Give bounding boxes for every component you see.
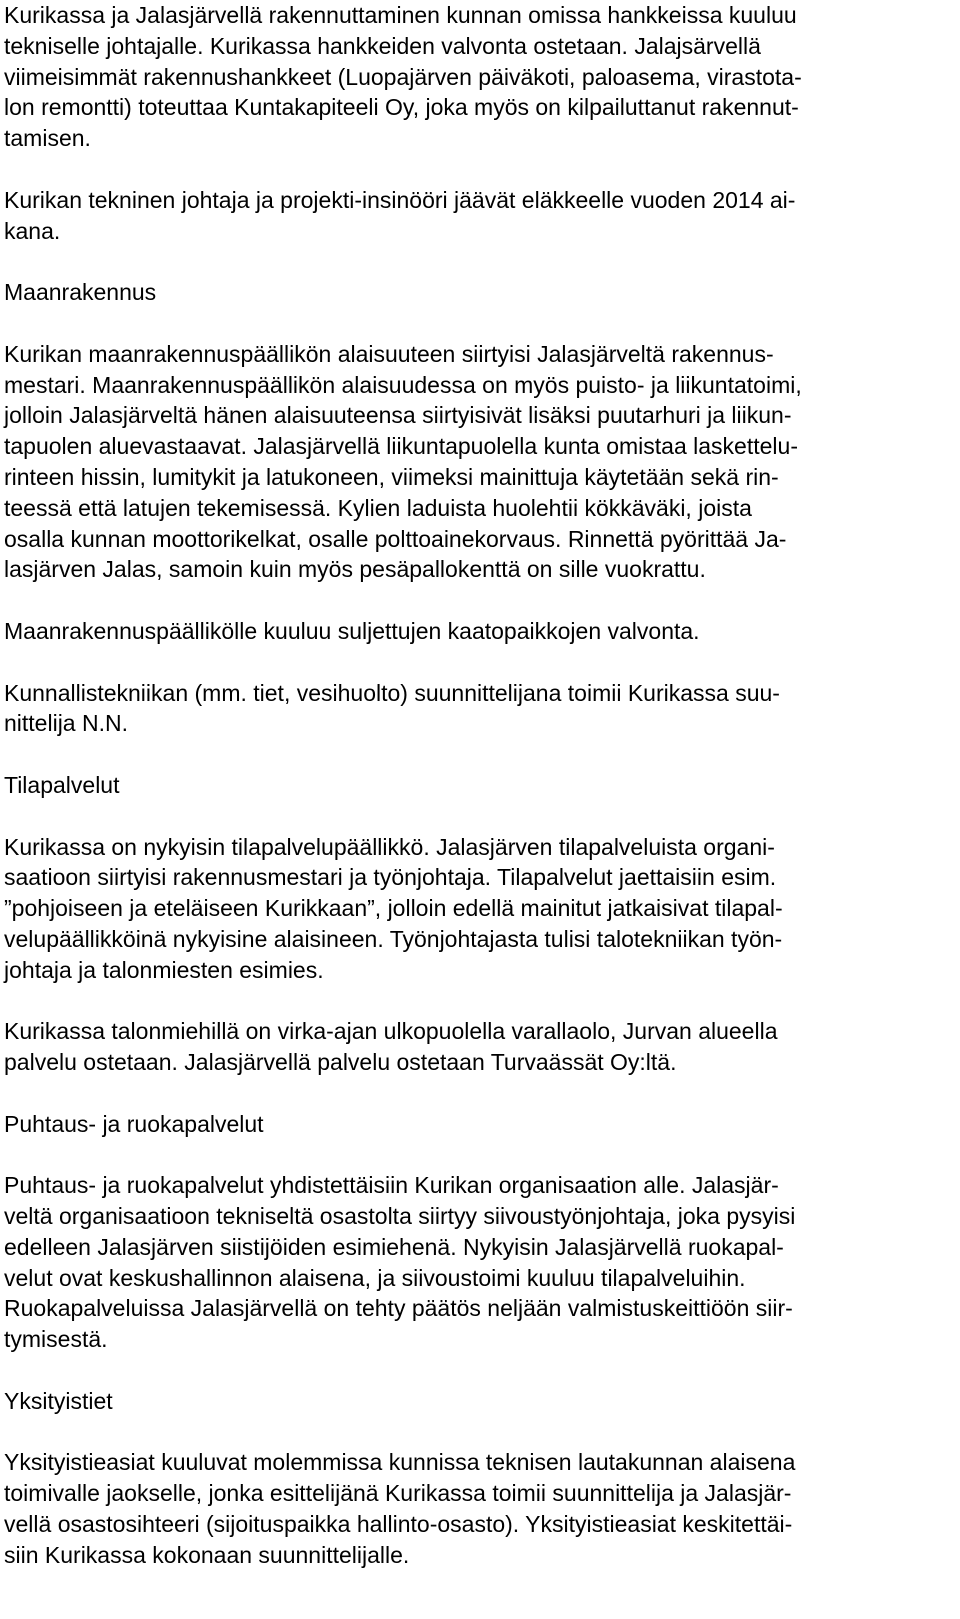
text-line: kana. (4, 217, 61, 244)
text-line: Yksityistieasiat kuuluvat molemmissa kunnissa teknisen lautakunnan alaisena (4, 1449, 796, 1476)
section-heading (4, 1109, 942, 1140)
text-line: edelleen Jalasjärven siistijöiden esimiehenä. Nykyisin Jalasjärvellä ruokapal- (4, 1233, 784, 1260)
paragraph (4, 1447, 942, 1570)
text-line: Maanrakennuspäällikölle kuuluu suljettujen kaatopaikkojen valvonta. (4, 617, 700, 644)
heading-text: Maanrakennus (4, 279, 157, 306)
paragraph-gap (4, 801, 942, 832)
text-line: johtaja ja talonmiesten esimies. (4, 956, 324, 983)
text-line: Kurikan tekninen johtaja ja projekti-insinööri jäävät eläkkeelle vuoden 2014 ai- (4, 186, 796, 213)
text-line: Kurikassa on nykyisin tilapalvelupäällikkö. Jalasjärven tilapalveluista organi- (4, 833, 775, 860)
text-line: teessä että latujen tekemisessä. Kylien laduista huolehtii kökkäväki, joista (4, 494, 752, 521)
text-line: Ruokapalveluissa Jalasjärvellä on tehty päätös neljään valmistuskeittiöön siir- (4, 1295, 793, 1322)
text-line: osalla kunnan moottorikelkat, osalle polttoainekorvaus. Rinnettä pyörittää Ja- (4, 525, 787, 552)
text-line: rinteen hissin, lumitykit ja latukoneen, viimeksi mainittuja käytetään sekä rin- (4, 463, 779, 490)
paragraph (4, 1016, 942, 1078)
paragraph (4, 185, 942, 247)
paragraph-gap (4, 154, 942, 185)
text-line: Kurikassa talonmiehillä on virka-ajan ulkopuolella varallaolo, Jurvan alueella (4, 1018, 778, 1045)
paragraph-gap (4, 1078, 942, 1109)
paragraph-gap (4, 308, 942, 339)
text-line: velupäällikköinä nykyisine alaisineen. Työnjohtajasta tulisi talotekniikan työn- (4, 925, 783, 952)
text-line: saatioon siirtyisi rakennusmestari ja työnjohtaja. Tilapalvelut jaettaisiin esim. (4, 864, 777, 891)
paragraph (4, 339, 942, 585)
text-line: tymisestä. (4, 1326, 108, 1353)
section-heading (4, 770, 942, 801)
text-line: tekniselle johtajalle. Kurikassa hankkeiden valvonta ostetaan. Jalajsärvellä (4, 32, 761, 59)
paragraph-gap (4, 739, 942, 770)
text-line: Puhtaus- ja ruokapalvelut yhdistettäisiin Kurikan organisaation alle. Jalasjär- (4, 1172, 779, 1199)
heading-text: Tilapalvelut (4, 771, 120, 798)
text-line: lasjärven Jalas, samoin kuin myös pesäpallokenttä on sille vuokrattu. (4, 556, 706, 583)
heading-text: Puhtaus- ja ruokapalvelut (4, 1110, 264, 1137)
text-line: siin Kurikassa kokonaan suunnittelijalle. (4, 1541, 410, 1568)
text-line: nittelija N.N. (4, 710, 128, 737)
paragraph (4, 832, 942, 986)
text-line: Kurikassa ja Jalasjärvellä rakennuttaminen kunnan omissa hankkeissa kuuluu (4, 2, 797, 28)
paragraph (4, 678, 942, 740)
text-line: mestari. Maanrakennuspäällikön alaisuudessa on myös puisto- ja liikuntatoimi, (4, 371, 802, 398)
paragraph-gap (4, 647, 942, 678)
heading-text: Yksityistiet (4, 1387, 113, 1414)
paragraph-gap (4, 1417, 942, 1448)
section-heading (4, 277, 942, 308)
section-heading (4, 1386, 942, 1417)
text-line: tamisen. (4, 125, 91, 152)
text-line: Kunnallistekniikan (mm. tiet, vesihuolto) suunnittelijana toimii Kurikassa suu- (4, 679, 780, 706)
paragraph-gap (4, 1139, 942, 1170)
text-line: Kurikan maanrakennuspäällikön alaisuuteen siirtyisi Jalasjärveltä rakennus- (4, 340, 774, 367)
paragraph-gap (4, 986, 942, 1017)
paragraph (4, 1170, 942, 1355)
paragraph (4, 616, 942, 647)
text-line: lon remontti) toteuttaa Kuntakapiteeli Oy, joka myös on kilpailuttanut rakennut- (4, 94, 799, 121)
paragraph-gap (4, 585, 942, 616)
text-line: ”pohjoiseen ja eteläiseen Kurikkaan”, jolloin edellä mainitut jatkaisivat tilapal- (4, 895, 783, 922)
paragraph (4, 0, 942, 154)
text-line: velut ovat keskushallinnon alaisena, ja siivoustoimi kuuluu tilapalveluihin. (4, 1264, 746, 1291)
text-line: jolloin Jalasjärveltä hänen alaisuuteensa siirtyisivät lisäksi puutarhuri ja liikun- (4, 402, 792, 429)
paragraph-gap (4, 1355, 942, 1386)
text-line: vellä osastosihteeri (sijoituspaikka hallinto-osasto). Yksityistieasiat keskitettäi- (4, 1511, 793, 1538)
text-line: veltä organisaatioon tekniseltä osastolta siirtyy siivoustyönjohtaja, joka pysyisi (4, 1203, 796, 1230)
text-line: palvelu ostetaan. Jalasjärvellä palvelu ostetaan Turvaässät Oy:ltä. (4, 1049, 677, 1076)
text-line: viimeisimmät rakennushankkeet (Luopajärven päiväkoti, paloasema, virastota- (4, 63, 802, 90)
text-line: toimivalle jaokselle, jonka esittelijänä Kurikassa toimii suunnittelija ja Jalasjär- (4, 1480, 792, 1507)
paragraph-gap (4, 246, 942, 277)
text-line: tapuolen aluevastaavat. Jalasjärvellä liikuntapuolella kunta omistaa laskettelu- (4, 433, 798, 460)
